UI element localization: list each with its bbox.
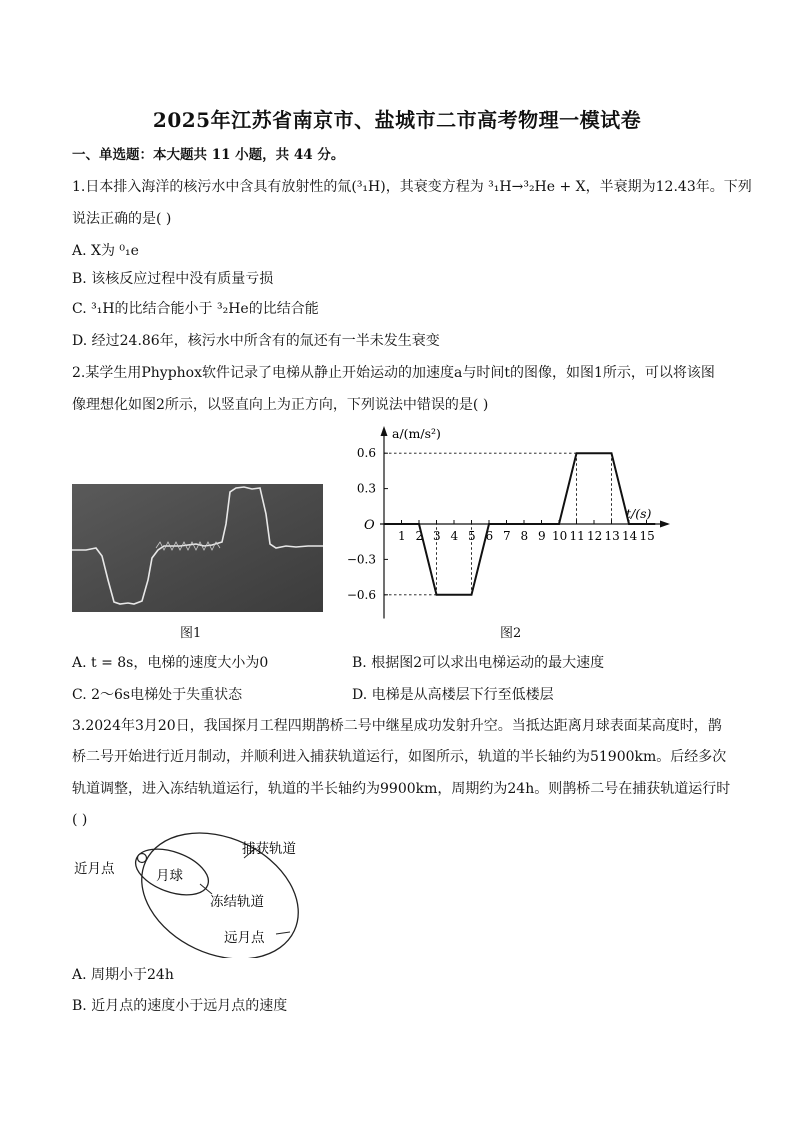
x-axis-arrow [660,521,670,528]
q1-option-a[interactable]: A. X为 ⁰₁e [72,243,139,259]
figure-2-caption: 图2 [500,626,522,641]
x-tick-label: 6 [485,529,494,543]
capture-orbit-label: 捕获轨道 [242,841,296,857]
apolune-leader [276,932,290,934]
q1-stem-line2: 说法正确的是( ) [72,211,172,227]
q1-option-b[interactable]: B. 该核反应过程中没有质量亏损 [72,271,274,287]
q2-stem-line1: 2.某学生用Phyphox软件记录了电梯从静止开始运动的加速度a与时间t的图像，如图1所示，可以将该图 [72,365,715,381]
x-axis-label: t/(s) [626,506,652,521]
moon-icon [138,854,147,863]
figure-1-photo [72,484,323,612]
y-tick-label: −0.6 [346,587,376,602]
x-tick-label: 2 [415,529,424,543]
frozen-leader [200,884,212,894]
q3-stem-line4: ( ) [72,812,88,828]
x-tick-label: 14 [622,529,638,543]
y-axis-arrow [381,426,388,436]
q2-stem-line2: 像理想化如图2所示，以竖直向上为正方向，下列说法中错误的是( ) [72,397,489,413]
q1-option-c[interactable]: C. ³₁H的比结合能小于 ³₂He的比结合能 [72,301,319,317]
q1-stem-line1: 1.日本排入海洋的核污水中含具有放射性的氚(³₁H)，其衰变方程为 ³₁H→³₂He + X，半衰期为12.43年。下列 [72,179,752,195]
x-tick-label: 12 [587,529,603,543]
x-tick-label: 8 [520,529,529,543]
page-title: 2025年江苏省南京市、盐城市二市高考物理一模试卷 [152,108,642,132]
x-tick-label: 11 [569,529,585,543]
moon-label: 月球 [156,868,183,884]
chart-layer [347,426,670,619]
q3-stem-line2: 桥二号开始进行近月制动，并顺利进入捕获轨道运行，如图所示，轨道的半长轴约为51900km。后经多次 [72,749,727,765]
q3-stem-line1: 3.2024年3月20日，我国探月工程四期鹊桥二号中继星成功发射升空。当抵达距离月球表面某高度时，鹊 [72,718,722,734]
x-tick-label: 10 [552,529,568,543]
q3-option-b[interactable]: B. 近月点的速度小于远月点的速度 [72,998,288,1014]
q2-option-a[interactable]: A. t = 8s，电梯的速度大小为0 [72,655,269,671]
frozen-orbit-label: 冻结轨道 [210,894,264,910]
x-tick-label: 4 [450,529,459,543]
y-tick-label: 0.6 [356,446,376,461]
figure-2-chart [330,424,690,620]
x-tick-label: 5 [468,529,476,543]
q2-option-d[interactable]: D. 电梯是从高楼层下行至低楼层 [352,687,554,703]
q2-option-b[interactable]: B. 根据图2可以求出电梯运动的最大速度 [352,655,605,671]
q2-option-c[interactable]: C. 2～6s电梯处于失重状态 [72,687,243,703]
q1-option-d[interactable]: D. 经过24.86年，核污水中所含有的氚还有一半未发生衰变 [72,333,440,349]
perilune-label: 近月点 [74,861,115,877]
q3-option-a[interactable]: A. 周期小于24h [72,967,174,983]
x-tick-label: 9 [538,529,546,543]
origin-label: O [364,518,375,533]
apolune-label: 远月点 [224,930,265,946]
x-tick-label: 13 [604,529,620,543]
x-tick-label: 7 [503,529,511,543]
x-tick-label: 15 [639,529,655,543]
x-tick-label: 3 [433,529,441,543]
y-tick-label: 0.3 [356,481,376,496]
q3-stem-line3: 轨道调整，进入冻结轨道运行，轨道的半长轴约为9900km，周期约为24h。则鹊桥二号在捕获轨道运行时 [72,781,731,797]
y-tick-label: −0.3 [346,552,376,567]
y-axis-label: a/(m/s²) [392,426,441,441]
section-heading: 一、单选题：本大题共 11 小题，共 44 分。 [72,147,345,163]
figure-1-caption: 图1 [180,626,202,641]
x-tick-label: 1 [398,529,406,543]
orbit-diagram [70,828,320,958]
